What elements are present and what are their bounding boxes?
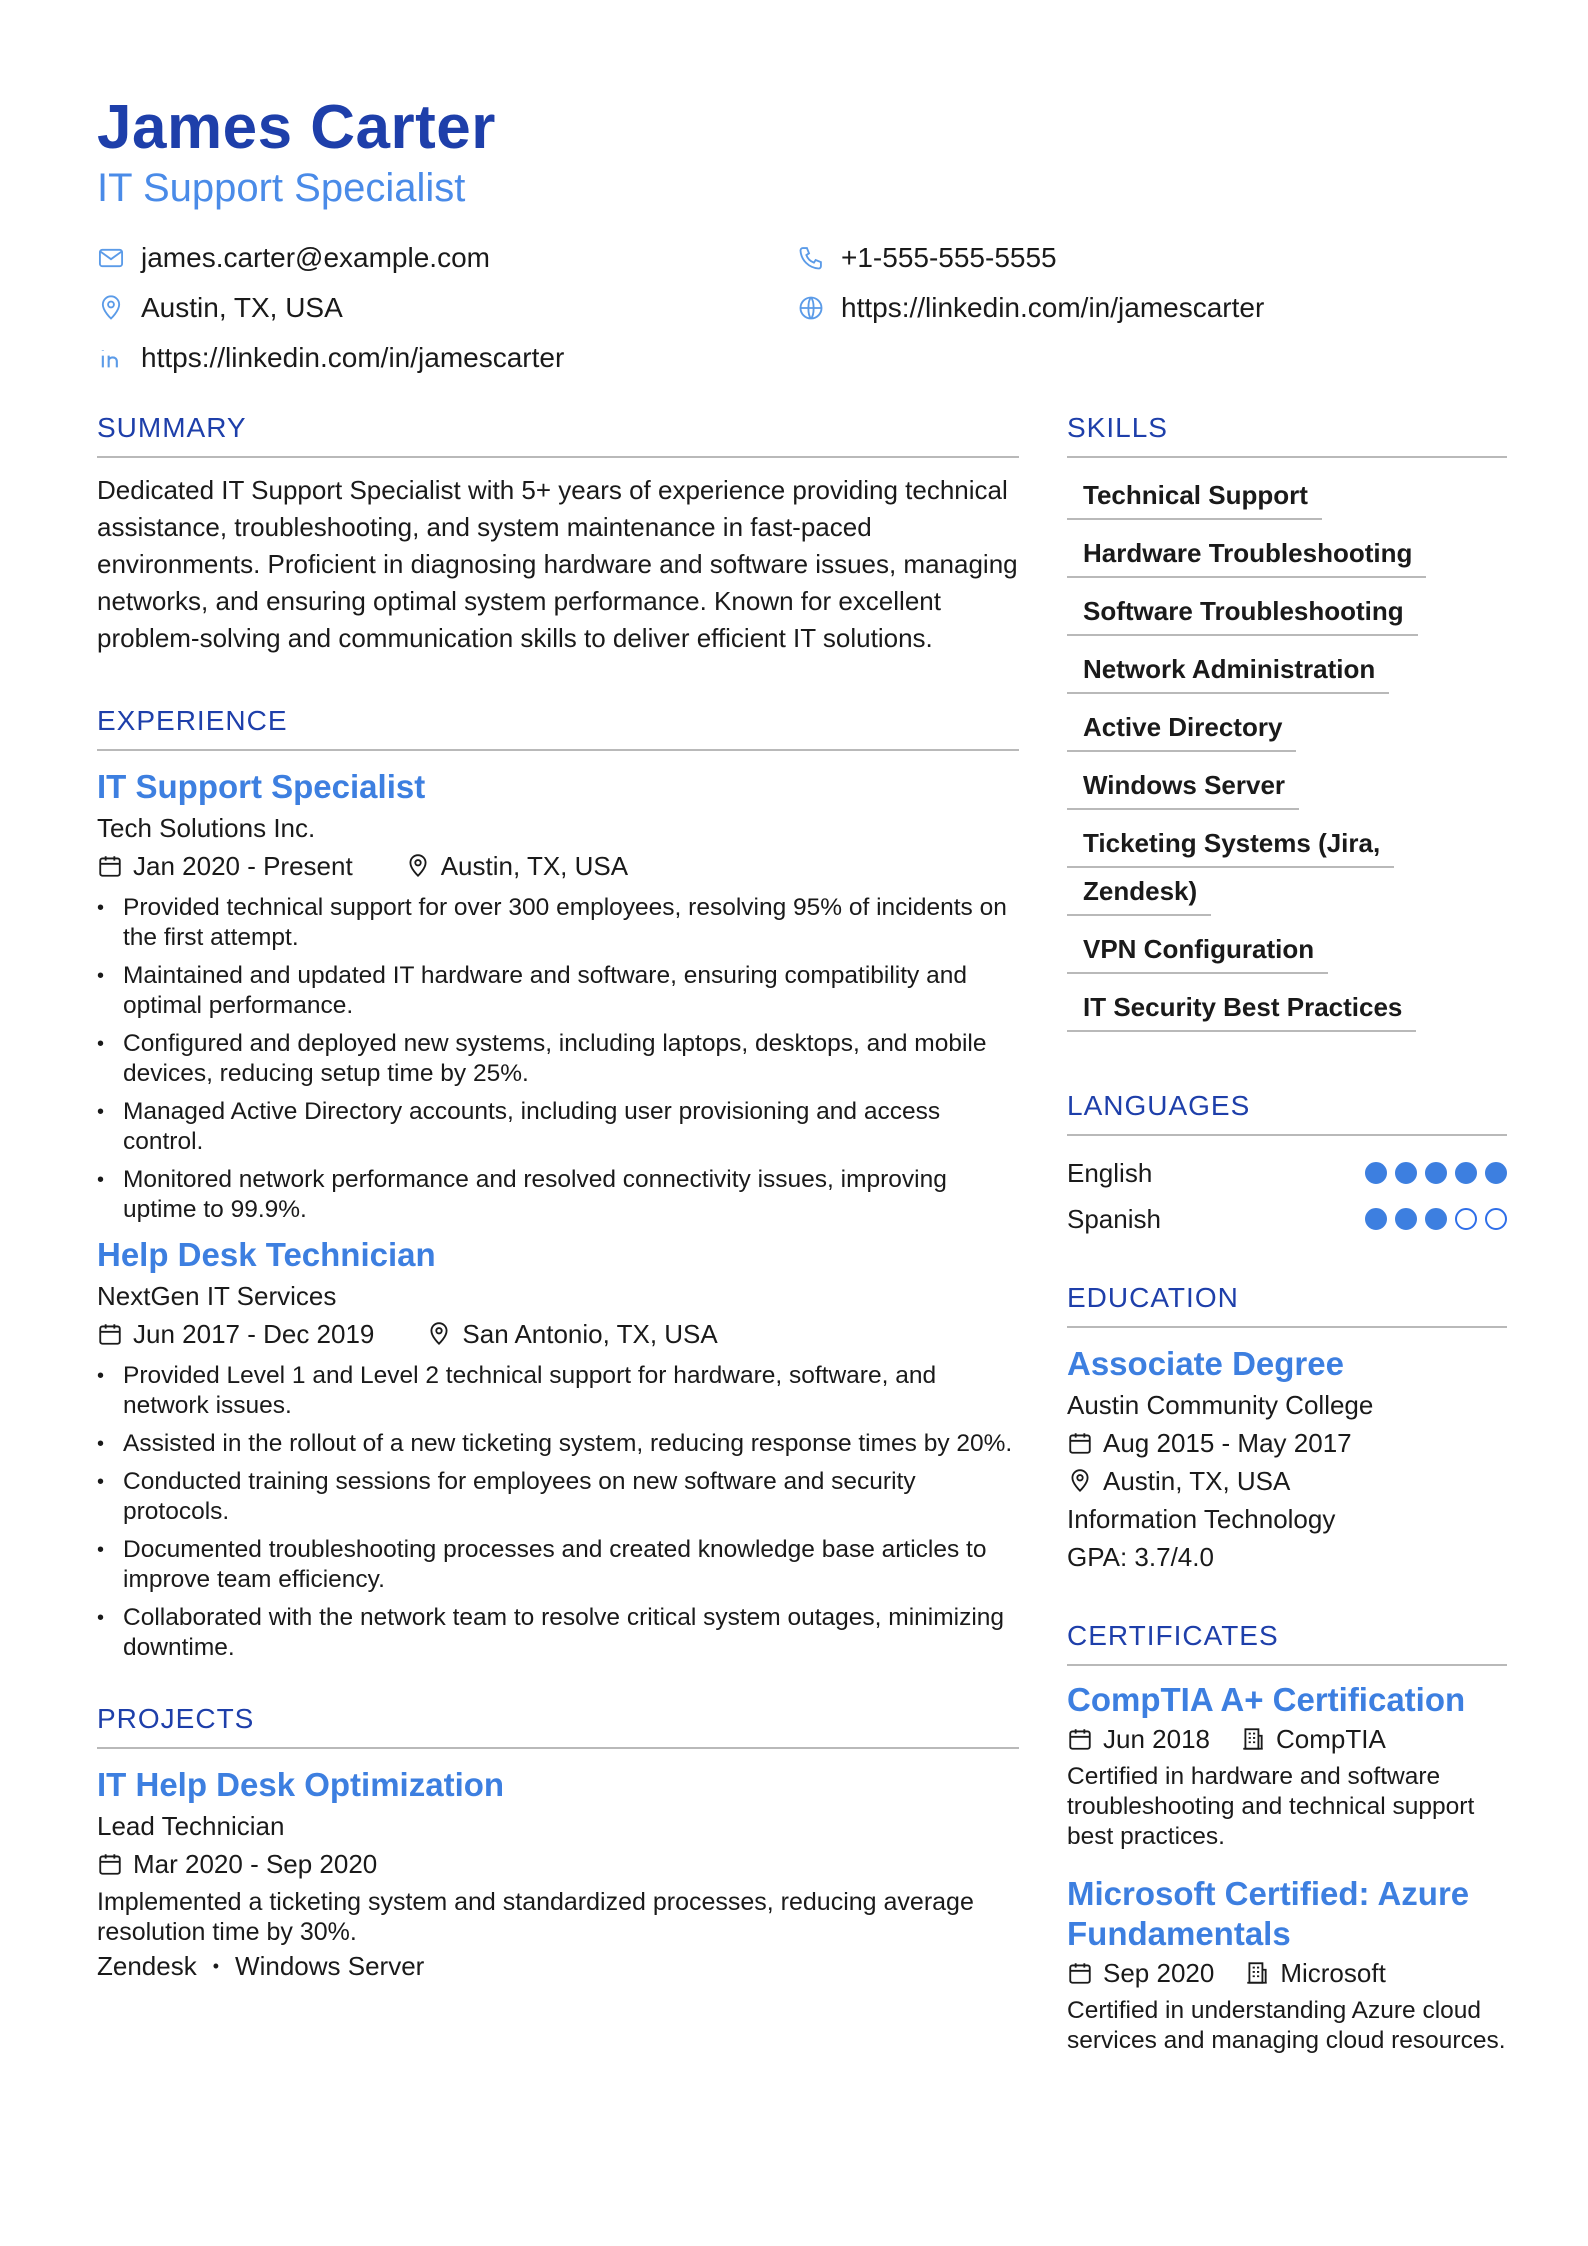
contact-website[interactable] (797, 288, 1264, 328)
certificate-entry (1067, 1874, 1507, 2056)
summary-heading: SUMMARY (97, 412, 1019, 458)
calendar-icon (1067, 1960, 1093, 1986)
project-description: Implemented a ticketing system and standardized processes, reducing average resolution time by 30%. (97, 1888, 974, 1946)
experience-section (97, 705, 1019, 1663)
building-icon (1240, 1726, 1266, 1752)
certificate-entry (1067, 1680, 1507, 1852)
contact-location (97, 288, 343, 328)
skill-tag: Zendesk) (1067, 868, 1211, 916)
certificate-meta (1067, 1720, 1507, 1758)
level-dot-filled (1425, 1162, 1447, 1184)
map-pin-icon (405, 853, 431, 879)
globe-icon (797, 294, 825, 322)
job-location: San Antonio, TX, USA (462, 1319, 718, 1349)
skills-heading: SKILLS (1067, 412, 1507, 458)
languages-section (1067, 1090, 1507, 1242)
job-meta (97, 1315, 1019, 1353)
website-text: https://linkedin.com/in/jamescarter (841, 292, 1265, 324)
level-dot-empty (1455, 1208, 1477, 1230)
education-degree: Associate Degree (1067, 1345, 1344, 1382)
job-entry (97, 1233, 1019, 1663)
level-dot-filled (1395, 1162, 1417, 1184)
job-bullet: • Assisted in the rollout of a new ticketing system, reducing response times by 20%. (97, 1429, 1019, 1459)
certificate-issuer: CompTIA (1275, 1724, 1386, 1754)
phone-text: +1-555-555-5555 (841, 242, 1057, 274)
language-level (1365, 1162, 1507, 1184)
job-bullet: • Managed Active Directory accounts, including user provisioning and access control. (97, 1097, 1019, 1157)
project-meta (97, 1845, 1019, 1883)
education-dates-row (1067, 1424, 1507, 1462)
building-icon (1244, 1960, 1270, 1986)
contact-block (97, 226, 1497, 376)
level-dot-filled (1485, 1162, 1507, 1184)
languages-heading: LANGUAGES (1067, 1090, 1507, 1136)
email-text: james.carter@example.com (141, 242, 490, 274)
phone-icon (797, 244, 825, 272)
skill-tag: VPN Configuration (1067, 926, 1328, 974)
job-bullet: • Configured and deployed new systems, including laptops, desktops, and mobile devices, reducing setup time by 25%. (97, 1029, 1019, 1089)
skill-tag: Software Troubleshooting (1067, 588, 1418, 636)
right-column (1067, 412, 1507, 2062)
level-dot-filled (1365, 1208, 1387, 1230)
skills-section (1067, 412, 1507, 1042)
project-tag: Zendesk (97, 1951, 197, 1981)
map-pin-icon (97, 294, 125, 322)
job-bullet: • Monitored network performance and resolved connectivity issues, improving uptime to 99.9%. (97, 1165, 1019, 1225)
skill-tag: Hardware Troubleshooting (1067, 530, 1426, 578)
job-location: Austin, TX, USA (440, 851, 629, 881)
level-dot-filled (1395, 1208, 1417, 1230)
summary-section (97, 412, 1019, 657)
skill-tag: Windows Server (1067, 762, 1299, 810)
projects-section (97, 1703, 1019, 1985)
project-tags: Zendesk • Windows Server (97, 1947, 1019, 1985)
calendar-icon (97, 853, 123, 879)
language-row (1067, 1150, 1507, 1196)
skill-tag: Technical Support (1067, 472, 1322, 520)
summary-text: Dedicated IT Support Specialist with 5+ years of experience providing technical assistance, troubleshooting, and system maintenance in fast-paced environments. Proficient in diagnosing hardware and software issues, managing networks, and ensuring optimal system performance. Known for excellent problem-solving and communication skills to deliver efficient IT solutions. (97, 475, 1018, 653)
language-level (1365, 1208, 1507, 1230)
job-bullet: • Maintained and updated IT hardware and software, ensuring compatibility and optimal performance. (97, 961, 1019, 1021)
job-bullet: • Conducted training sessions for employees on new software and security protocols. (97, 1467, 1019, 1527)
skill-tag: Network Administration (1067, 646, 1389, 694)
contact-email[interactable] (97, 238, 490, 278)
candidate-name: James Carter (97, 93, 496, 162)
project-tag: Windows Server (235, 1951, 425, 1981)
education-location-row (1067, 1462, 1507, 1500)
certificate-title: CompTIA A+ Certification (1067, 1681, 1466, 1718)
job-company: NextGen IT Services (97, 1281, 337, 1311)
education-field: Information Technology (1067, 1504, 1336, 1534)
linkedin-icon (97, 344, 125, 372)
calendar-icon (1067, 1430, 1093, 1456)
job-dates: Jan 2020 - Present (133, 851, 353, 881)
location-text: Austin, TX, USA (141, 292, 343, 324)
calendar-icon (97, 1321, 123, 1347)
map-pin-icon (426, 1321, 452, 1347)
skill-tag: Ticketing Systems (Jira, (1067, 820, 1394, 868)
certificate-meta (1067, 1954, 1507, 1992)
job-title: IT Support Specialist (97, 768, 426, 805)
level-dot-filled (1455, 1162, 1477, 1184)
contact-linkedin[interactable] (97, 338, 564, 378)
project-dates: Mar 2020 - Sep 2020 (133, 1849, 378, 1879)
language-name: Spanish (1067, 1203, 1161, 1234)
education-heading: EDUCATION (1067, 1282, 1507, 1328)
calendar-icon (97, 1851, 123, 1877)
projects-heading: PROJECTS (97, 1703, 1019, 1749)
job-title: Help Desk Technician (97, 1236, 436, 1273)
contact-phone[interactable] (797, 238, 1057, 278)
linkedin-text: https://linkedin.com/in/jamescarter (141, 342, 565, 374)
certificate-title: Microsoft Certified: Azure Fundamentals (1067, 1875, 1470, 1952)
job-bullet: • Provided technical support for over 300 employees, resolving 95% of incidents on the first attempt. (97, 893, 1019, 953)
certificate-issuer: Microsoft (1280, 1958, 1386, 1988)
job-meta (97, 847, 1019, 885)
level-dot-filled (1425, 1208, 1447, 1230)
skills-list (1067, 472, 1507, 1042)
project-entry (97, 1763, 1019, 1985)
job-company: Tech Solutions Inc. (97, 813, 316, 843)
certificates-heading: CERTIFICATES (1067, 1620, 1507, 1666)
left-column (97, 412, 1019, 1991)
mail-icon (97, 244, 125, 272)
level-dot-empty (1485, 1208, 1507, 1230)
skill-tag: IT Security Best Practices (1067, 984, 1416, 1032)
education-section (1067, 1282, 1507, 1576)
job-bullet: • Documented troubleshooting processes and created knowledge base articles to improve team efficiency. (97, 1535, 1019, 1595)
map-pin-icon (1067, 1468, 1093, 1494)
job-entry (97, 765, 1019, 1225)
education-gpa: GPA: 3.7/4.0 (1067, 1542, 1214, 1572)
education-dates: Aug 2015 - May 2017 (1103, 1428, 1352, 1458)
job-bullets (97, 1361, 1019, 1663)
skill-tag: Active Directory (1067, 704, 1296, 752)
language-name: English (1067, 1157, 1153, 1188)
candidate-role: IT Support Specialist (97, 166, 466, 211)
project-title: IT Help Desk Optimization (97, 1766, 505, 1803)
certificate-description: Certified in hardware and software troubleshooting and technical support best practices. (1067, 1763, 1475, 1850)
experience-heading: EXPERIENCE (97, 705, 1019, 751)
level-dot-filled (1365, 1162, 1387, 1184)
calendar-icon (1067, 1726, 1093, 1752)
job-dates: Jun 2017 - Dec 2019 (133, 1319, 375, 1349)
education-location: Austin, TX, USA (1103, 1466, 1291, 1496)
language-row (1067, 1196, 1507, 1242)
job-bullet: • Provided Level 1 and Level 2 technical support for hardware, software, and network issues. (97, 1361, 1019, 1421)
education-school: Austin Community College (1067, 1390, 1374, 1420)
certificate-date: Sep 2020 (1103, 1958, 1215, 1988)
job-bullet: • Collaborated with the network team to resolve critical system outages, minimizing downtime. (97, 1603, 1019, 1663)
project-role: Lead Technician (97, 1811, 285, 1841)
certificate-description: Certified in understanding Azure cloud services and managing cloud resources. (1067, 1997, 1506, 2054)
job-bullets (97, 893, 1019, 1225)
certificates-section (1067, 1620, 1507, 2056)
certificate-date: Jun 2018 (1103, 1724, 1210, 1754)
